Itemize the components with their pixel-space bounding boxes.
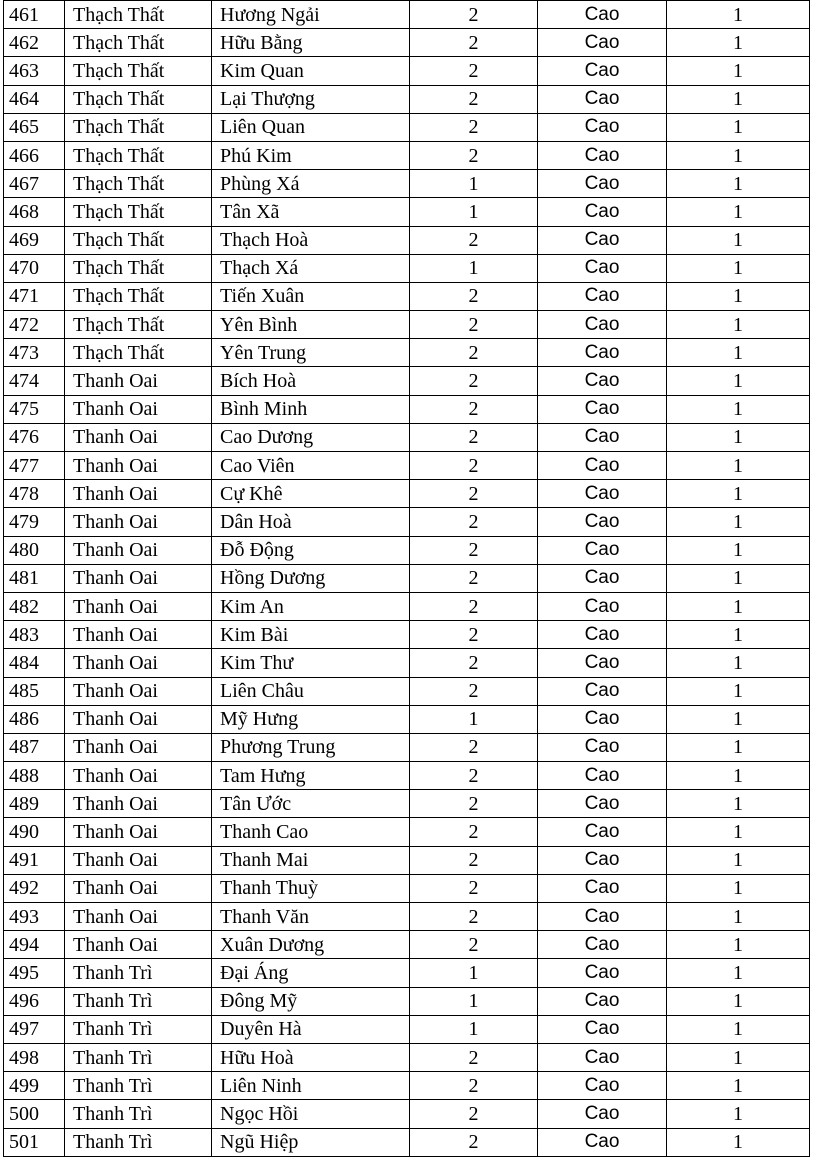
level-cell: Cao (538, 1100, 667, 1128)
level-cell: Cao (538, 1015, 667, 1043)
commune-cell: Hương Ngải (212, 1, 410, 29)
count-cell: 2 (410, 790, 538, 818)
value-cell: 1 (667, 226, 810, 254)
row-number-cell: 464 (4, 85, 65, 113)
row-number-cell: 488 (4, 762, 65, 790)
value-cell: 1 (667, 113, 810, 141)
table-row (4, 790, 810, 818)
count-cell: 1 (410, 1015, 538, 1043)
commune-cell: Thanh Thuỳ (212, 874, 410, 902)
level-cell: Cao (538, 423, 667, 451)
value-cell: 1 (667, 592, 810, 620)
commune-cell: Liên Châu (212, 677, 410, 705)
table-row (4, 564, 810, 592)
commune-cell: Đỗ Động (212, 536, 410, 564)
value-cell: 1 (667, 1015, 810, 1043)
district-cell: Thạch Thất (65, 85, 212, 113)
commune-cell: Bình Minh (212, 395, 410, 423)
commune-cell: Tân Xã (212, 198, 410, 226)
commune-cell: Hồng Dương (212, 564, 410, 592)
value-cell: 1 (667, 536, 810, 564)
commune-cell: Duyên Hà (212, 1015, 410, 1043)
level-cell: Cao (538, 649, 667, 677)
table-row (4, 621, 810, 649)
value-cell: 1 (667, 705, 810, 733)
commune-cell: Hữu Bằng (212, 29, 410, 57)
value-cell: 1 (667, 1043, 810, 1071)
value-cell: 1 (667, 1100, 810, 1128)
row-number-cell: 477 (4, 452, 65, 480)
value-cell: 1 (667, 57, 810, 85)
row-number-cell: 485 (4, 677, 65, 705)
value-cell: 1 (667, 141, 810, 169)
row-number-cell: 496 (4, 987, 65, 1015)
count-cell: 1 (410, 198, 538, 226)
district-cell: Thanh Trì (65, 1100, 212, 1128)
row-number-cell: 475 (4, 395, 65, 423)
value-cell: 1 (667, 818, 810, 846)
table-row (4, 592, 810, 620)
district-cell: Thanh Trì (65, 1015, 212, 1043)
district-cell: Thanh Oai (65, 818, 212, 846)
count-cell: 2 (410, 677, 538, 705)
commune-cell: Yên Bình (212, 311, 410, 339)
value-cell: 1 (667, 198, 810, 226)
count-cell: 1 (410, 170, 538, 198)
commune-cell: Ngọc Hồi (212, 1100, 410, 1128)
table-row (4, 1128, 810, 1156)
commune-cell: Kim Quan (212, 57, 410, 85)
commune-cell: Đại Áng (212, 959, 410, 987)
commune-cell: Xuân Dương (212, 931, 410, 959)
table-row (4, 339, 810, 367)
value-cell: 1 (667, 931, 810, 959)
district-cell: Thạch Thất (65, 339, 212, 367)
value-cell: 1 (667, 959, 810, 987)
row-number-cell: 473 (4, 339, 65, 367)
value-cell: 1 (667, 1128, 810, 1156)
level-cell: Cao (538, 480, 667, 508)
level-cell: Cao (538, 987, 667, 1015)
value-cell: 1 (667, 677, 810, 705)
district-cell: Thanh Oai (65, 452, 212, 480)
count-cell: 2 (410, 113, 538, 141)
value-cell: 1 (667, 649, 810, 677)
level-cell: Cao (538, 705, 667, 733)
row-number-cell: 492 (4, 874, 65, 902)
value-cell: 1 (667, 987, 810, 1015)
level-cell: Cao (538, 367, 667, 395)
row-number-cell: 469 (4, 226, 65, 254)
table-row (4, 536, 810, 564)
table-row (4, 903, 810, 931)
district-cell: Thạch Thất (65, 311, 212, 339)
table-row (4, 846, 810, 874)
table-row (4, 1100, 810, 1128)
value-cell: 1 (667, 874, 810, 902)
value-cell: 1 (667, 282, 810, 310)
table-row (4, 1015, 810, 1043)
value-cell: 1 (667, 733, 810, 761)
commune-cell: Thanh Văn (212, 903, 410, 931)
value-cell: 1 (667, 564, 810, 592)
count-cell: 2 (410, 1043, 538, 1071)
commune-cell: Kim An (212, 592, 410, 620)
level-cell: Cao (538, 762, 667, 790)
row-number-cell: 490 (4, 818, 65, 846)
level-cell: Cao (538, 931, 667, 959)
row-number-cell: 472 (4, 311, 65, 339)
level-cell: Cao (538, 339, 667, 367)
count-cell: 2 (410, 649, 538, 677)
row-number-cell: 497 (4, 1015, 65, 1043)
row-number-cell: 461 (4, 1, 65, 29)
district-cell: Thạch Thất (65, 198, 212, 226)
district-cell: Thanh Oai (65, 508, 212, 536)
district-cell: Thạch Thất (65, 254, 212, 282)
district-cell: Thanh Oai (65, 621, 212, 649)
district-cell: Thanh Oai (65, 564, 212, 592)
table-row (4, 480, 810, 508)
count-cell: 2 (410, 621, 538, 649)
row-number-cell: 470 (4, 254, 65, 282)
commune-cell: Dân Hoà (212, 508, 410, 536)
row-number-cell: 476 (4, 423, 65, 451)
row-number-cell: 487 (4, 733, 65, 761)
commune-cell: Mỹ Hưng (212, 705, 410, 733)
level-cell: Cao (538, 395, 667, 423)
level-cell: Cao (538, 1128, 667, 1156)
table-row (4, 85, 810, 113)
level-cell: Cao (538, 452, 667, 480)
row-number-cell: 498 (4, 1043, 65, 1071)
count-cell: 2 (410, 564, 538, 592)
value-cell: 1 (667, 170, 810, 198)
district-cell: Thanh Oai (65, 874, 212, 902)
district-cell: Thanh Trì (65, 1128, 212, 1156)
value-cell: 1 (667, 85, 810, 113)
value-cell: 1 (667, 790, 810, 818)
district-cell: Thạch Thất (65, 1, 212, 29)
district-cell: Thanh Oai (65, 931, 212, 959)
row-number-cell: 478 (4, 480, 65, 508)
table-row (4, 452, 810, 480)
count-cell: 2 (410, 903, 538, 931)
commune-cell: Kim Bài (212, 621, 410, 649)
level-cell: Cao (538, 170, 667, 198)
row-number-cell: 474 (4, 367, 65, 395)
value-cell: 1 (667, 1, 810, 29)
row-number-cell: 494 (4, 931, 65, 959)
level-cell: Cao (538, 508, 667, 536)
row-number-cell: 463 (4, 57, 65, 85)
count-cell: 2 (410, 452, 538, 480)
level-cell: Cao (538, 1072, 667, 1100)
level-cell: Cao (538, 141, 667, 169)
district-cell: Thanh Oai (65, 846, 212, 874)
level-cell: Cao (538, 621, 667, 649)
district-cell: Thanh Oai (65, 649, 212, 677)
count-cell: 2 (410, 57, 538, 85)
commune-cell: Tiến Xuân (212, 282, 410, 310)
table-row (4, 677, 810, 705)
district-cell: Thanh Oai (65, 480, 212, 508)
table-row (4, 198, 810, 226)
count-cell: 2 (410, 1100, 538, 1128)
row-number-cell: 471 (4, 282, 65, 310)
value-cell: 1 (667, 621, 810, 649)
district-cell: Thạch Thất (65, 29, 212, 57)
count-cell: 2 (410, 339, 538, 367)
table-row (4, 254, 810, 282)
level-cell: Cao (538, 226, 667, 254)
row-number-cell: 486 (4, 705, 65, 733)
level-cell: Cao (538, 198, 667, 226)
table-row (4, 29, 810, 57)
value-cell: 1 (667, 508, 810, 536)
count-cell: 2 (410, 367, 538, 395)
district-cell: Thanh Oai (65, 733, 212, 761)
district-cell: Thanh Trì (65, 959, 212, 987)
count-cell: 2 (410, 1, 538, 29)
row-number-cell: 501 (4, 1128, 65, 1156)
district-cell: Thanh Oai (65, 423, 212, 451)
value-cell: 1 (667, 311, 810, 339)
commune-cell: Liên Quan (212, 113, 410, 141)
value-cell: 1 (667, 762, 810, 790)
table-row (4, 226, 810, 254)
value-cell: 1 (667, 29, 810, 57)
level-cell: Cao (538, 1043, 667, 1071)
district-cell: Thanh Trì (65, 1043, 212, 1071)
level-cell: Cao (538, 57, 667, 85)
count-cell: 2 (410, 1128, 538, 1156)
district-cell: Thanh Oai (65, 395, 212, 423)
count-cell: 2 (410, 480, 538, 508)
district-cell: Thanh Oai (65, 762, 212, 790)
value-cell: 1 (667, 254, 810, 282)
district-cell: Thanh Oai (65, 592, 212, 620)
level-cell: Cao (538, 592, 667, 620)
count-cell: 2 (410, 733, 538, 761)
count-cell: 2 (410, 592, 538, 620)
count-cell: 2 (410, 931, 538, 959)
table-row (4, 113, 810, 141)
district-cell: Thanh Oai (65, 536, 212, 564)
row-number-cell: 500 (4, 1100, 65, 1128)
level-cell: Cao (538, 903, 667, 931)
level-cell: Cao (538, 1, 667, 29)
table-row (4, 1072, 810, 1100)
count-cell: 1 (410, 987, 538, 1015)
value-cell: 1 (667, 480, 810, 508)
table-row (4, 1, 810, 29)
commune-cell: Lại Thượng (212, 85, 410, 113)
district-cell: Thanh Oai (65, 367, 212, 395)
count-cell: 2 (410, 846, 538, 874)
row-number-cell: 484 (4, 649, 65, 677)
commune-cell: Đông Mỹ (212, 987, 410, 1015)
row-number-cell: 465 (4, 113, 65, 141)
row-number-cell: 495 (4, 959, 65, 987)
commune-cell: Liên Ninh (212, 1072, 410, 1100)
table-row (4, 282, 810, 310)
table-row (4, 987, 810, 1015)
level-cell: Cao (538, 282, 667, 310)
table-row (4, 649, 810, 677)
commune-cell: Thanh Cao (212, 818, 410, 846)
district-cell: Thanh Oai (65, 705, 212, 733)
count-cell: 2 (410, 85, 538, 113)
table-row (4, 931, 810, 959)
count-cell: 2 (410, 762, 538, 790)
count-cell: 2 (410, 508, 538, 536)
value-cell: 1 (667, 367, 810, 395)
level-cell: Cao (538, 311, 667, 339)
table-body (4, 1, 810, 1157)
value-cell: 1 (667, 395, 810, 423)
level-cell: Cao (538, 677, 667, 705)
level-cell: Cao (538, 29, 667, 57)
count-cell: 2 (410, 423, 538, 451)
table-row (4, 311, 810, 339)
count-cell: 2 (410, 282, 538, 310)
value-cell: 1 (667, 846, 810, 874)
level-cell: Cao (538, 536, 667, 564)
level-cell: Cao (538, 254, 667, 282)
level-cell: Cao (538, 959, 667, 987)
table-row (4, 874, 810, 902)
table-row (4, 141, 810, 169)
table-row (4, 57, 810, 85)
table-row (4, 367, 810, 395)
district-cell: Thanh Trì (65, 987, 212, 1015)
count-cell: 1 (410, 959, 538, 987)
level-cell: Cao (538, 85, 667, 113)
district-cell: Thanh Trì (65, 1072, 212, 1100)
commune-cell: Cự Khê (212, 480, 410, 508)
value-cell: 1 (667, 1072, 810, 1100)
table-row (4, 508, 810, 536)
commune-cell: Cao Dương (212, 423, 410, 451)
value-cell: 1 (667, 903, 810, 931)
value-cell: 1 (667, 423, 810, 451)
district-cell: Thanh Oai (65, 903, 212, 931)
level-cell: Cao (538, 113, 667, 141)
count-cell: 2 (410, 818, 538, 846)
level-cell: Cao (538, 818, 667, 846)
count-cell: 2 (410, 311, 538, 339)
commune-cell: Yên Trung (212, 339, 410, 367)
district-cell: Thanh Oai (65, 790, 212, 818)
row-number-cell: 493 (4, 903, 65, 931)
commune-cell: Cao Viên (212, 452, 410, 480)
row-number-cell: 481 (4, 564, 65, 592)
count-cell: 2 (410, 874, 538, 902)
table-row (4, 818, 810, 846)
row-number-cell: 499 (4, 1072, 65, 1100)
level-cell: Cao (538, 733, 667, 761)
district-cell: Thạch Thất (65, 226, 212, 254)
count-cell: 2 (410, 1072, 538, 1100)
count-cell: 2 (410, 226, 538, 254)
level-cell: Cao (538, 790, 667, 818)
row-number-cell: 468 (4, 198, 65, 226)
table-row (4, 395, 810, 423)
row-number-cell: 491 (4, 846, 65, 874)
district-cell: Thạch Thất (65, 282, 212, 310)
commune-cell: Ngũ Hiệp (212, 1128, 410, 1156)
level-cell: Cao (538, 564, 667, 592)
row-number-cell: 462 (4, 29, 65, 57)
commune-cell: Kim Thư (212, 649, 410, 677)
data-table (3, 0, 810, 1157)
value-cell: 1 (667, 339, 810, 367)
count-cell: 2 (410, 536, 538, 564)
commune-cell: Thạch Xá (212, 254, 410, 282)
commune-cell: Tam Hưng (212, 762, 410, 790)
commune-cell: Tân Ước (212, 790, 410, 818)
row-number-cell: 489 (4, 790, 65, 818)
commune-cell: Hữu Hoà (212, 1043, 410, 1071)
row-number-cell: 467 (4, 170, 65, 198)
table-row (4, 423, 810, 451)
commune-cell: Thạch Hoà (212, 226, 410, 254)
table-row (4, 705, 810, 733)
table-row (4, 1043, 810, 1071)
row-number-cell: 479 (4, 508, 65, 536)
count-cell: 2 (410, 395, 538, 423)
row-number-cell: 482 (4, 592, 65, 620)
district-cell: Thanh Oai (65, 677, 212, 705)
table-row (4, 170, 810, 198)
commune-cell: Phương Trung (212, 733, 410, 761)
commune-cell: Phú Kim (212, 141, 410, 169)
row-number-cell: 466 (4, 141, 65, 169)
count-cell: 2 (410, 141, 538, 169)
commune-cell: Thanh Mai (212, 846, 410, 874)
table-row (4, 733, 810, 761)
count-cell: 1 (410, 705, 538, 733)
district-cell: Thạch Thất (65, 57, 212, 85)
district-cell: Thạch Thất (65, 113, 212, 141)
row-number-cell: 480 (4, 536, 65, 564)
district-cell: Thạch Thất (65, 141, 212, 169)
table-row (4, 762, 810, 790)
table-row (4, 959, 810, 987)
commune-cell: Bích Hoà (212, 367, 410, 395)
level-cell: Cao (538, 846, 667, 874)
value-cell: 1 (667, 452, 810, 480)
count-cell: 1 (410, 254, 538, 282)
row-number-cell: 483 (4, 621, 65, 649)
count-cell: 2 (410, 29, 538, 57)
level-cell: Cao (538, 874, 667, 902)
commune-cell: Phùng Xá (212, 170, 410, 198)
district-cell: Thạch Thất (65, 170, 212, 198)
